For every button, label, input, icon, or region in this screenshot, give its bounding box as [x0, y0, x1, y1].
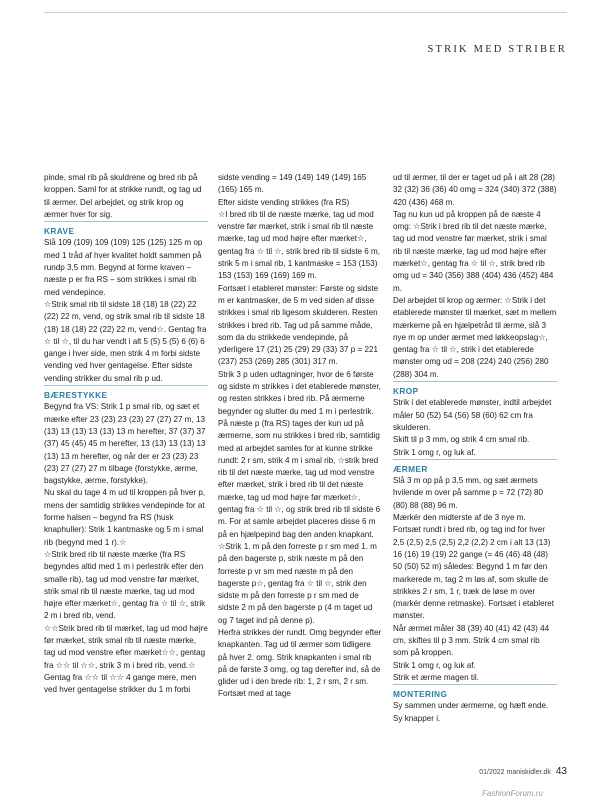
- paragraph: ☆☆Strik bred rib til mærket, tag ud mod højre før mærket, strik smal rib til næste mærke, tag ud mod venstre efter mærket☆☆, gentag fra ☆☆ til ☆☆, strik 3 m i bred rib, vend.☆: [44, 623, 208, 670]
- paragraph: ud til ærmer, til der er taget ud på i alt 28 (28) 32 (32) 36 (36) 40 omg = 324 (340) 372 (388) 420 (436) 468 m.: [393, 173, 557, 207]
- paragraph: Efter sidste vending strikkes (fra RS): [218, 197, 350, 207]
- paragraph: Gentag fra ☆☆ til ☆☆ 4 gange mere, men ved hver gentagelse strikker du 1 m forbi: [44, 672, 197, 695]
- heading-baerestykke: BÆRESTYKKE: [44, 385, 208, 401]
- text-column-2: [218, 172, 382, 701]
- heading-krave: KRAVE: [44, 221, 208, 237]
- heading-krop: KROP: [393, 381, 557, 397]
- paragraph: ☆Strik bred rib til næste mærke (fra RS begyndes altid med 1 m i perlestrik efter den smalle rib), tag ud mod venstre før mærket, strik smal rib til næste mærke, tag ud mod højre efter mærket☆, gentag fra ☆ til ☆, strik 2 m i bred rib, vend.: [44, 549, 206, 621]
- paragraph: Skift til p 3 mm, og strik 4 cm smal rib.: [393, 435, 530, 445]
- paragraph: Slå 109 (109) 109 (109) 125 (125) 125 m op med 1 tråd af hver kvalitet holdt sammen på rundp 3,5 mm. Begynd at forme kraven – næste p er fra RS – som strikkes i smal rib med vendepince.: [44, 238, 203, 297]
- paragraph: Herfra strikkes der rundt. Omg begynder efter knapkanten. Tag ud til ærmer som tidligere på hver 2. omg. Strik knapkanten i smal rib på de første 3 omg, og tag derefter ind, så de glider ud i den brede rib: 1, 2 r sm, 2 r sm. Fortsæt med at tage: [218, 627, 382, 699]
- paragraph: Når ærmet måler 38 (39) 40 (41) 42 (43) 44 cm, skiftes til p 3 mm. Strik 4 cm smal rib som på kroppen.: [393, 623, 550, 658]
- text-column-1: [44, 172, 208, 696]
- paragraph: Fortsæt i etableret mønster: Første og sidste m er kantmasker, de 5 m ved siden af disse strikkes i smal rib ligesom skulderen. Resten strikkes i bred rib. Tag ud på samme måde, som da du strikkede vendepinde, på yderligere 17 (21) 25 (29) 29 (33) 37 p = 221 (237) 253 (269) 285 (301) 317 m.: [218, 283, 379, 367]
- section-title: STRIK MED STRIBER: [427, 44, 567, 55]
- page-footer: [479, 766, 567, 777]
- paragraph: Strik et ærme magen til.: [393, 672, 479, 682]
- paragraph: Tag nu kun ud på kroppen på de næste 4 omg: ☆Strik i bred rib til det næste mærke, tag ud mod venstre før mærket, strik i smal rib til næste mærke, tag ud mod højre efter mærket☆, gentag fra ☆ til ☆, strik bred rib omg ud = 340 (356) 388 (404) 436 (452) 484 m.: [393, 209, 554, 293]
- paragraph: Begynd fra VS: Strik 1 p smal rib, og sæt et mærke efter 23 (23) 23 (23) 27 (27) 27 m, 13 (13) 13 (13) 13 (13) 13 m herefter, 37 (37) 37 (37) 45 (45) 45 m herefter, 13 (13) 13 (13) 13 (13) 13 m herefter, og når der er 23 (23) 23 (23) 27 (27) 27 m tilbage (forstykke, ærme, bagstykke, ærme, forstykke).: [44, 402, 206, 486]
- paragraph: Fortsæt rundt i bred rib, og tag ind for hver 2,5 (2,5) 2,5 (2,5) 2,2 (2,2) 2 cm i alt 13 (13) 16 (16) 19 (19) 22 gange (= 46 (46) 48 (48) 50 (50) 52 m) således: Begynd 1 m før den markerede m, tag 2 m løs af, som skulle de strikkes 2 r sm, 1 r, træk de løse m over (markér denne retmaske). Fortsæt i etableret mønster.: [393, 525, 555, 621]
- paragraph: Strik 1 omg r, og luk af.: [393, 447, 476, 457]
- paragraph: pinde, smal rib på skuldrene og bred rib på kroppen. Saml for at strikke rundt, og tag ud til ærmer. Del arbejdet, og strik krop og ærmer hver for sig.: [44, 173, 202, 219]
- heading-montering: MONTERING: [393, 684, 557, 700]
- paragraph: Strik 1 omg r, og luk af.: [393, 660, 476, 670]
- paragraph: sidste vending = 149 (149) 149 (149) 165 (165) 165 m.: [218, 173, 367, 195]
- paragraph: Slå 3 m op på p 3,5 mm, og sæt ærmets hvilende m over på samme p = 72 (72) 80 (80) 88 (88) 96 m.: [393, 476, 544, 510]
- paragraph: Del arbejdet til krop og ærmer: ☆Strik i det etablerede mønster til mærket, sæt m mellem mærkerne på en hjælpetråd til ærme, slå 3 nye m op under ærmet med løkkeopslag☆, gentag fra ☆ til ☆, strik i det etablerede mønster omg ud = 208 (224) 240 (256) 280 (288) 304 m.: [393, 295, 557, 379]
- footer-issue: 01/2022 maniskidler.dk: [479, 769, 551, 776]
- heading-aermer: ÆRMER: [393, 459, 557, 475]
- paragraph: ☆I bred rib til de næste mærke, tag ud mod venstre før mærket, strik i smal rib til næste mærke, tag ud mod højre efter mærket☆, gentag fra ☆ til ☆, strik bred rib til sidste 6 m, strik 5 m i smal rib, 1 kantmaske = 153 (153) 153 (153) 169 (169) 169 m.: [218, 209, 381, 281]
- text-column-3: [393, 172, 557, 725]
- paragraph: Sy sammen under ærmerne, og hæft ende. Sy knapper i.: [393, 701, 549, 723]
- paragraph: ☆Strik smal rib til sidste 18 (18) 18 (22) 22 (22) 22 m, vend, og strik smal rib til sidste 18 (18) 18 (18) 22 (22) 22 m, vend☆. Gentag fra ☆ til ☆, til du har vendt i alt 5 (5) 5 (5) 6 (6) 6 gange i hver side, men strik 4 m forbi sidste vending ved hver gentagelse. Efter sidste vending strikker du smal rib p ud.: [44, 299, 207, 383]
- watermark: FashionForum.ru: [482, 789, 543, 798]
- paragraph: Strik i det etablerede mønster, indtil arbejdet måler 50 (52) 54 (56) 58 (60) 62 cm fra skulderen.: [393, 398, 552, 432]
- paragraph: Mærkér den midterste af de 3 nye m.: [393, 513, 526, 523]
- header-rule: [44, 12, 567, 13]
- page-number: 43: [555, 766, 567, 777]
- paragraph: På næste p (fra RS) tages der kun ud på ærmerne, som nu strikkes i bred rib, samtidig med at arbejdet samles for at kunne strikke rundt: 2 r sm, strik 4 m i smal rib, ☆strik bred rib til det næste mærke, tag ud mod venstre efter mærket, strik i bred rib til det næste mærke, tag ud mod højre før mærket☆, gentag fra ☆ til ☆, og strik bred rib til sidste 6 m. For at samle arbejdet placeres disse 6 m på en hjælpepind bag den anden knapkant. ☆Strik 1. m på den forreste p r sm med 1. m på den bagerste p, strik næste m på den forreste p vr sm med næste m på den bagerste p☆, gentag fra ☆ til ☆, strik den sidste m på den forreste p r sm med de sidste 2 m på den bagerste p (4 m taget ud og 7 taget ind på denne p).: [218, 418, 381, 625]
- paragraph: Nu skal du tage 4 m ud til kroppen på hver p, mens der samtidig strikkes vendepinde for at forme halsen – begynd fra RS (husk knaphuller): Strik 1 kantmaske og 5 m i smal rib (begynd med 1 r).☆: [44, 488, 206, 547]
- paragraph: Strik 3 p uden udtagninger, hvor de 6 første og sidste m strikkes i det etablerede mønster, og resten strikkes i bred rib. På ærmerne begynder og slutter du med 1 m i perlestrik.: [218, 369, 381, 416]
